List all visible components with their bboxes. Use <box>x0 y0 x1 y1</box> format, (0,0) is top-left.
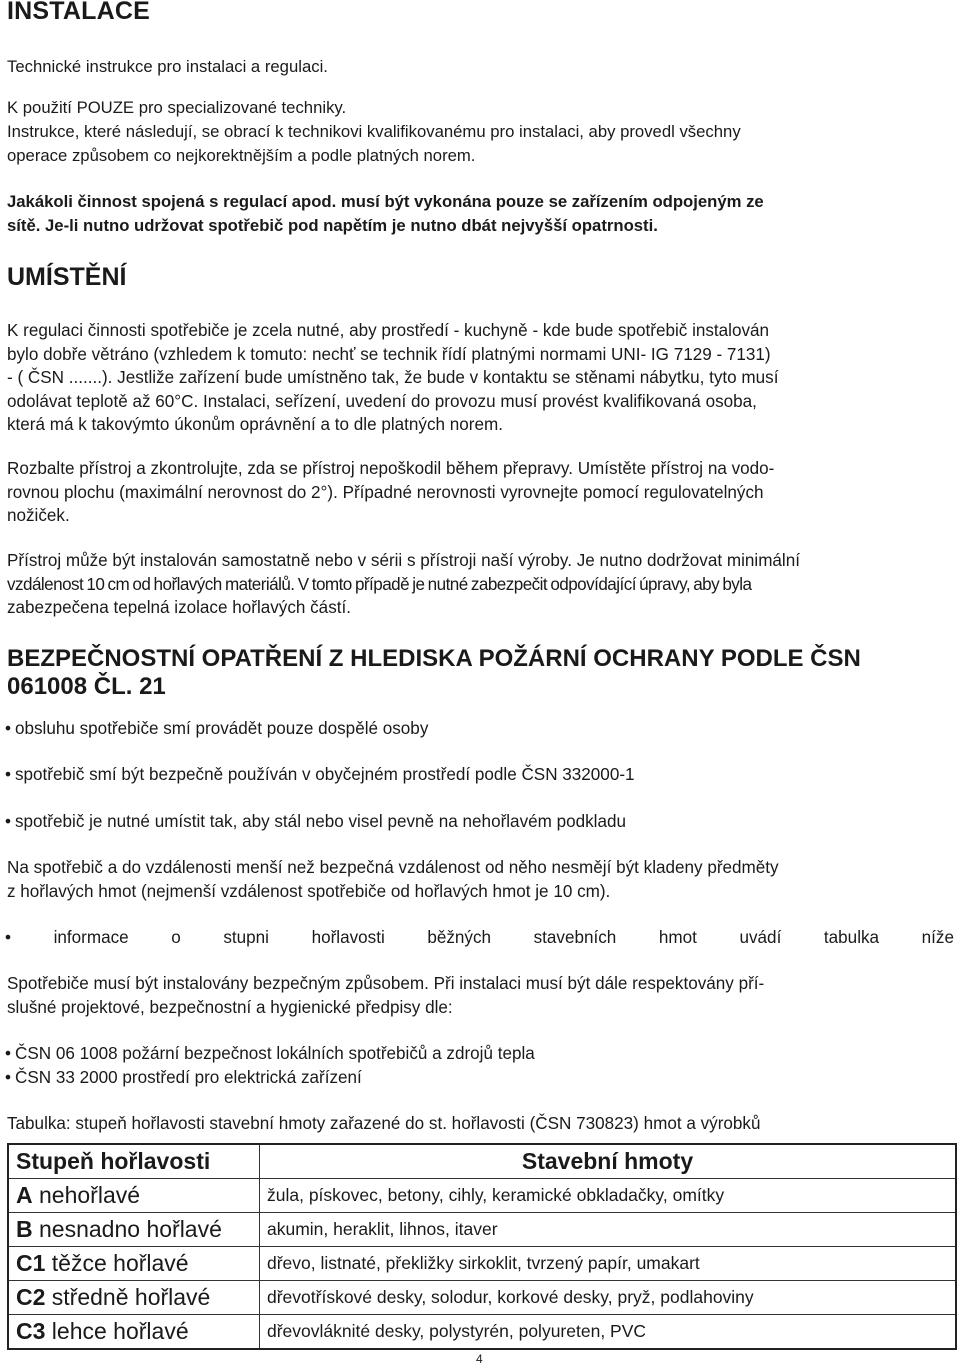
list-word: hmot <box>658 928 697 947</box>
bullet-icon: • <box>5 765 11 784</box>
grade-name: těžce hořlavé <box>51 1250 189 1276</box>
materials-cell: dřevovláknité desky, polystyrén, polyureten, PVC <box>260 1315 957 1350</box>
paragraph-line: Přístroj může být instalován samostatně nebo v sérii s přístroji naší výroby. Je nutno dodržovat minimální <box>7 551 800 570</box>
series-paragraph <box>7 549 954 620</box>
placement-paragraph <box>7 319 954 437</box>
specialists-paragraph <box>7 96 954 168</box>
paragraph-line: nožiček. <box>7 506 70 525</box>
grade-cell <box>8 1281 260 1315</box>
grade-cell <box>8 1247 260 1281</box>
list-item-justified <box>5 926 954 949</box>
list-item-text: obsluhu spotřebiče smí provádět pouze dospělé osoby <box>15 719 429 738</box>
bullet-icon: • <box>5 812 11 831</box>
grade-name: nehořlavé <box>39 1182 141 1208</box>
paragraph-line: Spotřebiče musí být instalovány bezpečným způsobem. Při instalaci musí být dále respektovány pří- <box>7 974 765 993</box>
table-row <box>8 1247 956 1281</box>
paragraph-line: - ( ČSN .......). Jestliže zařízení bude umístněno tak, že bude v kontaktu se stěnami nábytku, tyto musí <box>7 368 779 387</box>
section-heading-line: 061008 ČL. 21 <box>7 673 166 700</box>
list-word: informace <box>53 928 129 947</box>
grade-cell <box>8 1213 260 1247</box>
table-header-row <box>8 1144 956 1179</box>
paragraph-line: Na spotřebič a do vzdálenosti menší než bezpečná vzdálenost od něho nesmějí být kladeny předměty <box>7 858 779 877</box>
list-item <box>5 1066 954 1089</box>
bullet-icon: • <box>5 1068 11 1087</box>
list-item <box>5 763 954 786</box>
paragraph-line: K regulaci činnosti spotřebiče je zcela nutné, aby prostředí - kuchyně - kde bude spotřebič instalován <box>7 321 770 340</box>
paragraph-line: K použití POUZE pro specializované techniky. <box>7 98 347 117</box>
column-header: Stupeň hořlavosti <box>8 1144 260 1179</box>
grade-code: C1 <box>16 1250 46 1276</box>
list-item-text: spotřebič smí být bezpečně používán v obyčejném prostředí podle ČSN 332000-1 <box>15 765 635 784</box>
list-item <box>5 717 954 740</box>
table-row <box>8 1213 956 1247</box>
safety-warning <box>7 190 954 238</box>
table-row <box>8 1315 956 1350</box>
fire-safety-heading <box>7 645 954 701</box>
bullet-icon: • <box>5 928 11 947</box>
grade-code: B <box>16 1216 33 1242</box>
list-word: hořlavosti <box>311 928 385 947</box>
list-item-text: ČSN 33 2000 prostředí pro elektrická zařízení <box>15 1068 362 1087</box>
list-item <box>5 1042 954 1065</box>
column-header: Stavební hmoty <box>260 1144 957 1179</box>
list-word: o <box>171 928 181 947</box>
paragraph-line: Instrukce, které následují, se obrací k technikovi kvalifikovanému pro instalaci, aby provedl všechny <box>7 122 741 141</box>
grade-code: C2 <box>16 1284 46 1310</box>
intro-text: Technické instrukce pro instalaci a regulaci. <box>7 57 328 76</box>
list-word: uvádí <box>739 928 782 947</box>
list-item <box>5 810 954 833</box>
grade-name: lehce hořlavé <box>51 1318 189 1344</box>
page-number: 4 <box>476 1352 483 1366</box>
paragraph-line: z hořlavých hmot (nejmenší vzdálenost spotřebiče od hořlavých hmot je 10 cm). <box>7 881 611 901</box>
section-heading-umisteni: UMÍSTĚNÍ <box>7 263 127 291</box>
regulations-paragraph <box>7 972 954 1019</box>
table-row <box>8 1179 956 1213</box>
paragraph-line: vzdálenost 10 cm od hořlavých materiálů. V tomto případě je nutné zabezpečit odpovídající úpravy, aby byla <box>7 574 752 594</box>
list-item-text: ČSN 06 1008 požární bezpečnost lokálních spotřebičů a zdrojů tepla <box>15 1044 535 1063</box>
grade-name: nesnadno hořlavé <box>39 1216 222 1242</box>
paragraph-line: která má k takovýmto úkonům oprávnění a to dle platných norem. <box>7 415 503 434</box>
list-word: stupni <box>223 928 269 947</box>
paragraph-line: bylo dobře větráno (vzhledem k tomuto: nechť se technik řídí platnými normami UNI- IG 7129 - 7131) <box>7 344 771 364</box>
paragraph-line: odolávat teplotě až 60°C. Instalaci, seřízení, uvedení do provozu musí provést kvalifikovaná osoba, <box>7 391 757 411</box>
bullet-icon: • <box>5 719 11 738</box>
warning-line: Jakákoli činnost spojená s regulací apod. musí být vykonána pouze se zařízením odpojeným ze <box>7 192 764 211</box>
grade-cell <box>8 1179 260 1213</box>
paragraph-line: operace způsobem co nejkorektnějším a podle platných norem. <box>7 146 476 165</box>
materials-cell: dřevo, listnaté, překližky sirkoklit, tvrzený papír, umakart <box>260 1247 957 1281</box>
list-word: stavebních <box>533 928 617 947</box>
page-title: INSTALACE <box>7 0 150 25</box>
flammability-table <box>7 1143 957 1350</box>
paragraph-line: rovnou plochu (maximální nerovnost do 2°). Případné nerovnosti vyrovnejte pomocí regulovatelných <box>7 482 764 502</box>
grade-name: středně hořlavé <box>51 1284 211 1310</box>
grade-code: A <box>16 1182 33 1208</box>
list-word: níže <box>921 928 954 947</box>
paragraph-line: slušné projektové, bezpečnostní a hygienické předpisy dle: <box>7 997 453 1017</box>
table-caption: Tabulka: stupeň hořlavosti stavební hmoty zařazené do st. hořlavosti (ČSN 730823) hmot a výrobků <box>7 1114 761 1133</box>
materials-cell: žula, pískovec, betony, cihly, keramické obkladačky, omítky <box>260 1179 957 1213</box>
unpack-paragraph <box>7 457 954 528</box>
grade-code: C3 <box>16 1318 46 1344</box>
warning-line: sítě. Je-li nutno udržovat spotřebič pod napětím je nutno dbát nejvyšší opatrnosti. <box>7 216 658 235</box>
materials-cell: dřevotřískové desky, solodur, korkové desky, pryž, podlahoviny <box>260 1281 957 1315</box>
bullet-icon: • <box>5 1044 11 1063</box>
section-heading-line: BEZPEČNOSTNÍ OPATŘENÍ Z HLEDISKA POŽÁRNÍ OCHRANY PODLE ČSN <box>7 645 861 672</box>
list-item-text: spotřebič je nutné umístit tak, aby stál nebo visel pevně na nehořlavém podkladu <box>15 812 626 831</box>
list-word: tabulka <box>823 928 880 947</box>
table-row <box>8 1281 956 1315</box>
distance-paragraph <box>7 856 954 903</box>
paragraph-line: zabezpečena tepelná izolace hořlavých částí. <box>7 598 351 617</box>
list-word: běžných <box>427 928 492 947</box>
paragraph-line: Rozbalte přístroj a zkontrolujte, zda se přístroj nepoškodil během přepravy. Umístěte přístroj na vodo- <box>7 459 775 478</box>
materials-cell: akumin, heraklit, lihnos, itaver <box>260 1213 957 1247</box>
grade-cell <box>8 1315 260 1350</box>
